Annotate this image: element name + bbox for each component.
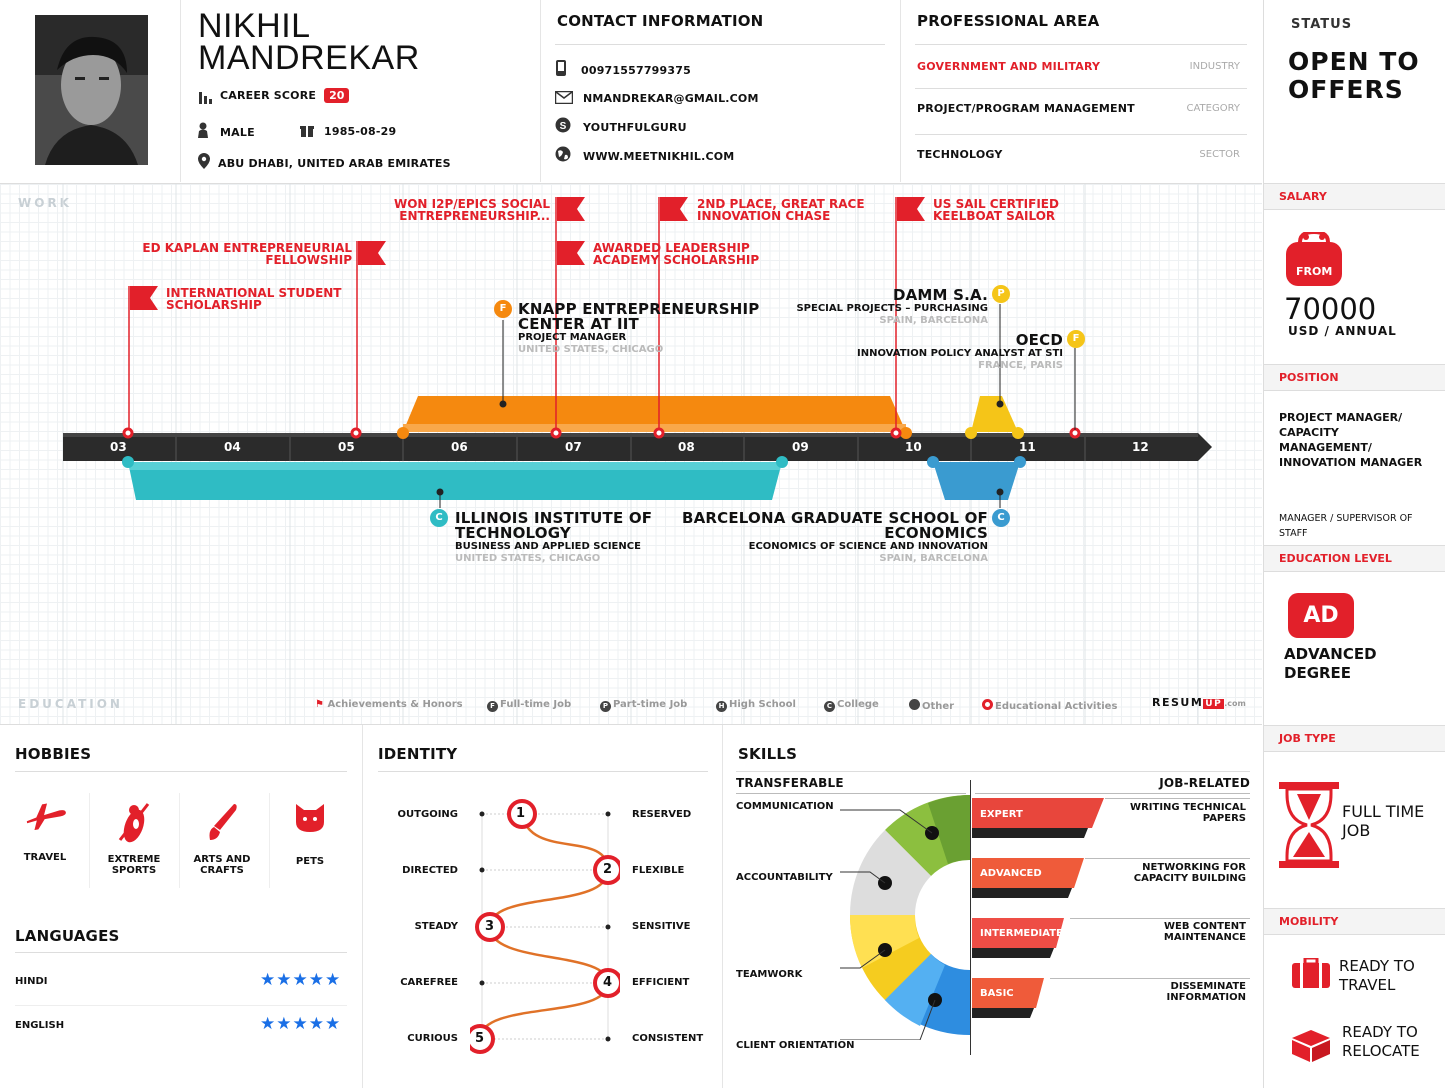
position-level: MANAGER / SUPERVISOR OF STAFF [1279, 513, 1413, 539]
legend-educational: Educational Activities [982, 699, 1117, 712]
school-title: ILLINOIS INSTITUTE OF TECHNOLOGY [455, 509, 653, 542]
job-title: DAMM S.A. [892, 286, 988, 304]
year-label: 07 [565, 440, 582, 454]
identity-right: RESERVED [632, 809, 692, 820]
year-label: 11 [1019, 440, 1036, 454]
birthdate-row [300, 122, 396, 141]
hobby-pets [280, 800, 340, 867]
svg-text:S: S [559, 121, 567, 132]
job-role: INNOVATION POLICY ANALYST AT STI [856, 348, 1063, 359]
job-damm [760, 288, 988, 327]
identity-right: EFFICIENT [632, 977, 690, 988]
airplane-icon [22, 800, 68, 830]
career-score-badge: 20 [324, 88, 349, 103]
skype-row [555, 117, 687, 137]
transferable-skill: COMMUNICATION [736, 801, 834, 812]
person-icon [198, 122, 208, 142]
industry-value: GOVERNMENT AND MILITARY [917, 60, 1101, 73]
legend-college: C College [824, 699, 879, 712]
skills-donut [840, 790, 975, 1040]
resumup-logo: RESUM UP .com [1152, 696, 1246, 709]
job-knapp [518, 302, 778, 356]
job-related-skill: NETWORKING FOR CAPACITY BUILDING [1133, 862, 1246, 884]
skill-level: EXPERT [980, 809, 1023, 820]
parttime-badge-icon: P [992, 285, 1010, 303]
phone[interactable]: 00971557799375 [581, 63, 691, 77]
salary-unit: USD / ANNUAL [1288, 324, 1397, 338]
legend-fulltime: F Full-time Job [487, 699, 571, 712]
identity-number: 1 [516, 806, 526, 821]
location: ABU DHABI, UNITED ARAB EMIRATES [218, 156, 451, 170]
status-value: OPEN TO OFFERS [1288, 47, 1420, 104]
job-title: KNAPP ENTREPRENEURSHIP CENTER AT IIT [518, 300, 760, 333]
identity-number: 4 [603, 975, 613, 990]
suitcase-icon [1292, 958, 1330, 992]
salary-header: SALARY [1264, 183, 1445, 210]
flag-icon: ⚑ [315, 699, 324, 710]
status-label: STATUS [1291, 17, 1353, 32]
year-label: 08 [678, 440, 695, 454]
hobby-label: TRAVEL [23, 852, 67, 863]
education-level-header: EDUCATION LEVEL [1264, 545, 1445, 572]
job-title: OECD [1015, 331, 1063, 349]
chart-icon [198, 89, 212, 103]
legend-achievements: ⚑ Achievements & Honors [315, 699, 463, 710]
education-level-text: ADVANCED DEGREE [1284, 645, 1377, 682]
identity-left: STEADY [414, 921, 458, 932]
fulltime-badge-icon: F [494, 300, 512, 318]
cat-icon [292, 800, 328, 834]
phone-icon [555, 60, 567, 80]
sector-value: TECHNOLOGY [917, 148, 1003, 161]
gender: MALE [220, 125, 255, 139]
language-name: ENGLISH [15, 1020, 65, 1031]
transferable-skill: TEAMWORK [736, 969, 803, 980]
industry-label: INDUSTRY [1189, 61, 1240, 72]
transferable-skill: CLIENT ORIENTATION [736, 1040, 855, 1051]
year-label: 06 [451, 440, 468, 454]
skype[interactable]: YOUTHFULGURU [583, 120, 687, 134]
career-score-label: CAREER SCORE [220, 89, 317, 102]
school-field: ECONOMICS OF SCIENCE AND INNOVATION [748, 541, 988, 552]
achievement-great-race: 2ND PLACE, GREAT RACE INNOVATION CHASE [697, 197, 865, 223]
language-stars: ★★★★★ [260, 1014, 342, 1034]
languages-title: LANGUAGES [15, 927, 120, 945]
highschool-dot-icon: H [716, 701, 727, 712]
name-first: NIKHIL [198, 7, 311, 45]
legend-highschool: H High School [716, 699, 796, 712]
birthdate: 1985-08-29 [324, 125, 397, 138]
mobility-relocate: READY TO RELOCATE [1342, 1023, 1420, 1060]
job-type-text: FULL TIME JOB [1342, 802, 1425, 840]
identity-right: FLEXIBLE [632, 865, 685, 876]
job-oecd [810, 333, 1063, 372]
school-location: SPAIN, BARCELONA [879, 553, 988, 564]
college-badge-icon: C [992, 509, 1010, 527]
language-stars: ★★★★★ [260, 970, 342, 990]
college-badge-icon: C [430, 509, 448, 527]
website-row [555, 146, 734, 166]
school-title: BARCELONA GRADUATE SCHOOL OF ECONOMICS [681, 509, 988, 542]
fulltime-badge-icon: F [1067, 330, 1085, 348]
right-sidebar [1263, 0, 1445, 1088]
year-label: 10 [905, 440, 922, 454]
school-bgse [668, 511, 988, 565]
phone-row [555, 60, 691, 80]
salary-from: FROM [1296, 265, 1333, 278]
job-location: FRANCE, PARIS [978, 360, 1063, 371]
fulltime-dot-icon: F [487, 701, 498, 712]
hobby-arts [186, 800, 258, 876]
sector-label: SECTOR [1199, 149, 1240, 160]
professional-title: PROFESSIONAL AREA [917, 12, 1100, 30]
legend-other: Other [909, 699, 954, 712]
educational-dot-icon [982, 699, 993, 710]
hobby-travel [15, 800, 75, 863]
name-last: MANDREKAR [198, 39, 420, 77]
school-field: BUSINESS AND APPLIED SCIENCE [455, 541, 641, 552]
education-label: EDUCATION [18, 697, 123, 711]
transferable-skill: ACCOUNTABILITY [736, 872, 833, 883]
mobility-header: MOBILITY [1264, 908, 1445, 935]
year-label: 03 [110, 440, 127, 454]
school-iit [455, 511, 685, 565]
salary-amount: 70000 [1284, 292, 1377, 326]
position-title: PROJECT MANAGER/ CAPACITY MANAGEMENT/ INNOVATION MANAGER [1279, 411, 1423, 469]
identity-title: IDENTITY [378, 745, 458, 763]
school-location: UNITED STATES, CHICAGO [455, 553, 601, 564]
category-label: CATEGORY [1186, 103, 1240, 114]
location-row [198, 153, 451, 173]
other-dot-icon [909, 699, 920, 710]
year-label: 09 [792, 440, 809, 454]
identity-left: CURIOUS [407, 1033, 458, 1044]
job-related-skill: WRITING TECHNICAL PAPERS [1130, 802, 1246, 824]
identity-right: SENSITIVE [632, 921, 691, 932]
category-value: PROJECT/PROGRAM MANAGEMENT [917, 102, 1135, 115]
position-header: POSITION [1264, 364, 1445, 391]
year-label: 05 [338, 440, 355, 454]
work-label: WORK [18, 196, 72, 210]
job-related-skill: WEB CONTENT MAINTENANCE [1163, 921, 1246, 943]
hobby-label: PETS [295, 856, 325, 867]
job-location: SPAIN, BARCELONA [879, 315, 988, 326]
achievement-i2p-epics: WON I2P/EPICS SOCIAL ENTREPRENEURSHIP... [393, 197, 550, 223]
hobbies-title: HOBBIES [15, 745, 92, 763]
skills-title: SKILLS [738, 745, 798, 763]
identity-left: DIRECTED [402, 865, 458, 876]
gift-icon [300, 122, 314, 141]
transferable-label: TRANSFERABLE [736, 776, 844, 790]
achievement-leadership-academy: AWARDED LEADERSHIP ACADEMY SCHOLARSHIP [593, 241, 760, 267]
mobility-travel: READY TO TRAVEL [1339, 957, 1415, 994]
brush-icon [202, 800, 242, 844]
job-role: PROJECT MANAGER [518, 332, 627, 343]
identity-left: CAREFREE [400, 977, 458, 988]
job-related-label: JOB-RELATED [1159, 776, 1250, 790]
hourglass-icon [1279, 782, 1339, 872]
website[interactable]: WWW.MEETNIKHIL.COM [583, 149, 735, 163]
avatar [35, 15, 148, 165]
location-pin-icon [198, 153, 210, 173]
hobby-label: ARTS AND CRAFTS [193, 854, 251, 876]
job-type-header: JOB TYPE [1264, 725, 1445, 752]
achievement-us-sail: US SAIL CERTIFIED KEELBOAT SAILOR [933, 197, 1059, 223]
achievement-intl-scholarship: INTERNATIONAL STUDENT SCHOLARSHIP [166, 286, 342, 312]
hobby-extreme-sports [98, 800, 170, 876]
year-label: 04 [224, 440, 241, 454]
kayak-icon [114, 800, 154, 844]
envelope-icon [555, 89, 573, 108]
hobby-label: EXTREME SPORTS [107, 854, 161, 876]
skill-level: ADVANCED [980, 868, 1042, 879]
job-role: SPECIAL PROJECTS – PURCHASING [796, 303, 988, 314]
box-icon [1292, 1030, 1330, 1066]
identity-number: 5 [475, 1031, 485, 1046]
email-row [555, 89, 759, 108]
education-code-badge: AD [1288, 593, 1354, 638]
email[interactable]: NMANDREKAR@GMAIL.COM [583, 92, 759, 105]
parttime-dot-icon: P [600, 701, 611, 712]
language-name: HINDI [15, 976, 48, 987]
career-score-row [198, 88, 349, 103]
job-location: UNITED STATES, CHICAGO [518, 344, 664, 355]
contact-title: CONTACT INFORMATION [557, 12, 764, 30]
identity-right: CONSISTENT [632, 1033, 704, 1044]
skype-icon [555, 117, 571, 137]
job-related-skill: DISSEMINATE INFORMATION [1166, 981, 1246, 1003]
legend-parttime: P Part-time Job [600, 699, 687, 712]
wallet-icon [1284, 232, 1344, 291]
gender-row [198, 122, 255, 142]
achievement-ed-kaplan: ED KAPLAN ENTREPRENEURIAL FELLOWSHIP [142, 241, 352, 267]
college-dot-icon: C [824, 701, 835, 712]
identity-left: OUTGOING [397, 809, 458, 820]
identity-number: 2 [603, 862, 613, 877]
skill-level: INTERMEDIATE [980, 928, 1063, 939]
year-label: 12 [1132, 440, 1149, 454]
skill-level: BASIC [980, 988, 1014, 999]
globe-icon [555, 146, 571, 166]
identity-number: 3 [485, 919, 495, 934]
